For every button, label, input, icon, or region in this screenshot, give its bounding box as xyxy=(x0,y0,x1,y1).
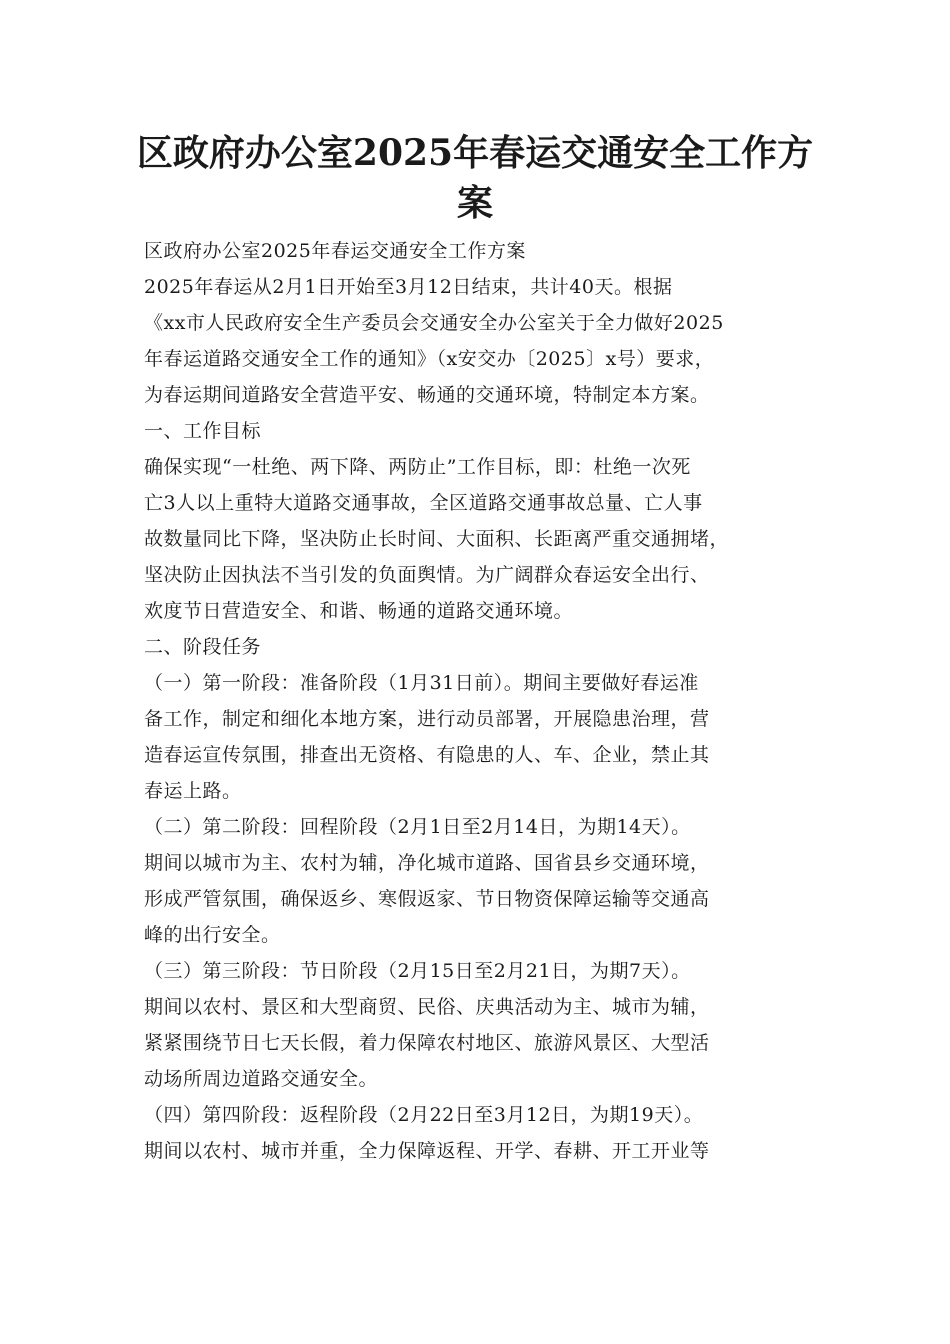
body-line: （一）第一阶段：准备阶段（1月31日前）。期间主要做好春运准 xyxy=(144,672,699,694)
body-line: 紧紧围绕节日七天长假，着力保障农村地区、旅游风景区、大型活 xyxy=(144,1032,710,1054)
document-title xyxy=(120,128,830,228)
body-line: （二）第二阶段：回程阶段（2月1日至2月14日，为期14天）。 xyxy=(144,816,691,838)
body-line: 期间以城市为主、农村为辅，净化城市道路、国省县乡交通环境， xyxy=(144,852,710,874)
title-line-2: 案 xyxy=(456,182,493,224)
body-line: 动场所周边道路交通安全。 xyxy=(144,1068,379,1090)
body-line: 为春运期间道路安全营造平安、畅通的交通环境，特制定本方案。 xyxy=(144,384,710,406)
body-line: 峰的出行安全。 xyxy=(144,924,281,946)
body-line: 故数量同比下降，坚决防止长时间、大面积、长距离严重交通拥堵， xyxy=(144,528,730,550)
body-line: 区政府办公室2025年春运交通安全工作方案 xyxy=(144,240,526,262)
body-line: 坚决防止因执法不当引发的负面舆情。为广阔群众春运安全出行、 xyxy=(144,564,710,586)
title-line-1: 区政府办公室2025年春运交通安全工作方 xyxy=(136,132,814,174)
body-line: 形成严管氛围，确保返乡、寒假返家、节日物资保障运输等交通高 xyxy=(144,888,710,910)
section-heading: 二、阶段任务 xyxy=(144,636,262,658)
body-line: 欢度节日营造安全、和谐、畅通的道路交通环境。 xyxy=(144,600,574,622)
body-line: （四）第四阶段：返程阶段（2月22日至3月12日，为期19天）。 xyxy=(144,1104,704,1126)
body-line: 期间以农村、城市并重，全力保障返程、开学、春耕、开工开业等 xyxy=(144,1140,710,1162)
body-line: 期间以农村、景区和大型商贸、民俗、庆典活动为主、城市为辅， xyxy=(144,996,710,1018)
body-line: 《xx市人民政府安全生产委员会交通安全办公室关于全力做好2025 xyxy=(144,312,724,334)
body-line: 亡3人以上重特大道路交通事故，全区道路交通事故总量、亡人事 xyxy=(144,492,703,514)
document-body xyxy=(144,233,824,1169)
section-heading: 一、工作目标 xyxy=(144,420,262,442)
body-line: 春运上路。 xyxy=(144,780,242,802)
body-line: 造春运宣传氛围，排查出无资格、有隐患的人、车、企业，禁止其 xyxy=(144,744,710,766)
body-line: 2025年春运从2月1日开始至3月12日结束，共计40天。根据 xyxy=(144,276,673,298)
body-line: 年春运道路交通安全工作的通知》（x安交办〔2025〕x号）要求， xyxy=(144,348,715,370)
body-line: 备工作，制定和细化本地方案，进行动员部署，开展隐患治理，营 xyxy=(144,708,710,730)
body-line: 确保实现“一杜绝、两下降、两防止”工作目标，即：杜绝一次死 xyxy=(144,456,691,478)
body-line: （三）第三阶段：节日阶段（2月15日至2月21日，为期7天）。 xyxy=(144,960,691,982)
